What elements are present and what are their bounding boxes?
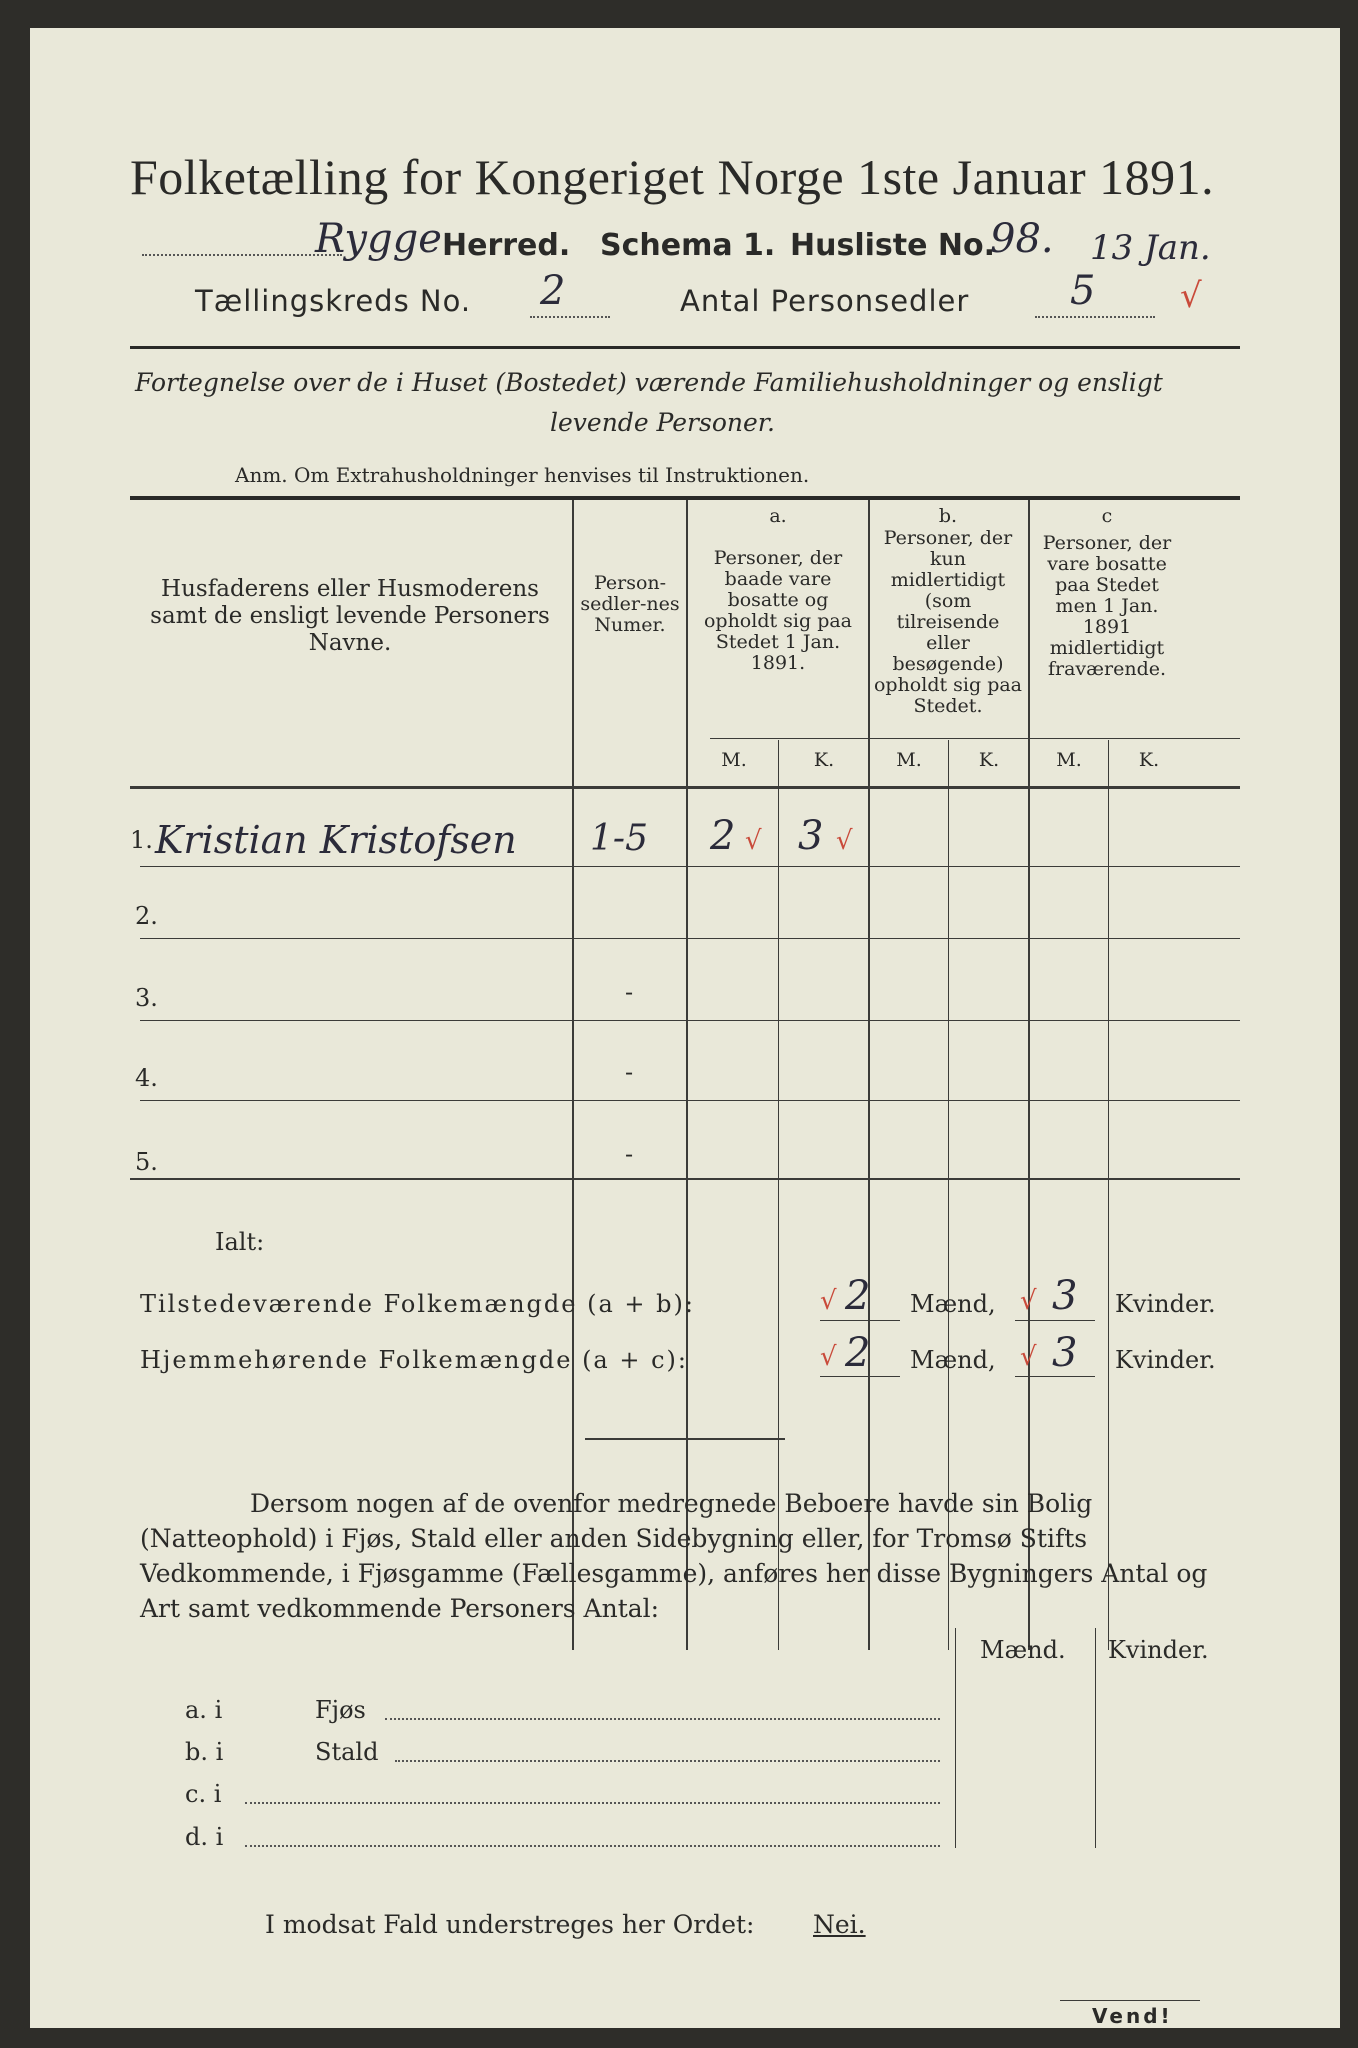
tilstede-maend: Mænd,	[910, 1290, 996, 1318]
census-form-page	[30, 28, 1340, 2028]
row-numer: -	[625, 978, 634, 1006]
col-b-k: K.	[978, 749, 1000, 771]
herred-label: Herred.	[442, 228, 571, 263]
hjemme-m-underline	[820, 1376, 900, 1377]
hjemme-k-underline	[1015, 1376, 1095, 1377]
buildings-col-rule-2	[1095, 1628, 1096, 1848]
schema-label: Schema 1.	[600, 228, 776, 263]
anm-note: Anm. Om Extrahusholdninger henvises til Instruktionen.	[235, 463, 810, 487]
hjemme-m-value: 2	[845, 1330, 871, 1376]
table-bottom-border	[130, 1178, 1240, 1180]
building-item-label: Stald	[315, 1738, 379, 1766]
header-divider	[130, 346, 1240, 349]
rule-after-numer	[686, 500, 688, 1650]
row-number: 2.	[135, 902, 158, 930]
col-numer-header: Person-sedler-nes Numer.	[580, 572, 680, 636]
husliste-value: 98.	[990, 216, 1054, 262]
tilstede-k-check: √	[1020, 1286, 1037, 1316]
building-item-letter: d. i	[185, 1823, 224, 1851]
personsedler-check-mark: √	[1180, 276, 1202, 316]
rule-after-a	[868, 500, 870, 1650]
form-title: Folketælling for Kongeriget Norge 1ste Januar 1891.	[130, 149, 1215, 205]
buildings-col-kvinder: Kvinder.	[1108, 1636, 1209, 1664]
row-divider	[140, 1020, 1240, 1021]
hjemme-k-check: √	[1020, 1342, 1037, 1372]
rule-after-b	[1028, 500, 1030, 1650]
kreds-dotted-line	[530, 316, 610, 318]
personsedler-label: Antal Personsedler	[680, 284, 970, 318]
col-names-header: Husfaderens eller Husmoderens samt de ensligt levende Personers Navne.	[150, 576, 550, 656]
row-number: 5.	[135, 1148, 158, 1176]
personsedler-value: 5	[1070, 268, 1096, 314]
husliste-label: Husliste No.	[790, 228, 995, 263]
col-c-k: K.	[1138, 749, 1160, 771]
herred-dotted-line	[142, 254, 342, 256]
col-b-letter: b.	[938, 505, 958, 527]
col-a-m: M.	[721, 749, 747, 771]
building-item-letter: b. i	[185, 1738, 224, 1766]
tilstede-m-underline	[820, 1320, 900, 1321]
ialt-label: Ialt:	[215, 1228, 265, 1256]
tilstede-m-check: √	[820, 1286, 837, 1316]
row-a-m-check: √	[745, 826, 762, 856]
col-c-letter: c	[1101, 505, 1113, 527]
rule-after-names	[572, 500, 574, 1650]
vend-rule	[1060, 2000, 1200, 2001]
hjemme-maend: Mænd,	[910, 1346, 996, 1374]
nei-word: Nei.	[813, 1910, 866, 1939]
tilstede-kvinder: Kvinder.	[1115, 1290, 1216, 1318]
table-header-bottom	[130, 786, 1240, 789]
row-divider	[140, 1100, 1240, 1101]
mk-header-top	[710, 738, 1240, 739]
row-divider	[140, 866, 1240, 867]
kreds-value: 2	[540, 268, 566, 314]
subtitle-line1: Fortegnelse over de i Huset (Bostedet) værende Familiehusholdninger og ensligt	[135, 368, 1163, 397]
row-numer: -	[625, 1140, 634, 1168]
personsedler-dotted-line	[1035, 316, 1155, 318]
col-a-k: K.	[813, 749, 835, 771]
buildings-col-maend: Mænd.	[980, 1636, 1066, 1664]
kreds-label: Tællingskreds No.	[195, 284, 472, 318]
col-b-m: M.	[896, 749, 922, 771]
col-b-header: Personer, der kun midlertidigt (som tilreisende eller besøgende) opholdt sig paa Stedet.	[873, 527, 1023, 717]
vend-label: Vend!	[1092, 2004, 1173, 2028]
building-item-dots	[245, 1802, 940, 1804]
subtitle-line2: levende Personer.	[550, 408, 775, 437]
hjemme-label: Hjemmehørende Folkemængde (a + c):	[140, 1346, 688, 1374]
row-divider	[140, 938, 1240, 939]
building-item-dots	[385, 1718, 940, 1720]
col-a-header: Personer, der baade vare bosatte og opholdt sig paa Stedet 1 Jan. 1891.	[703, 547, 853, 674]
row-number: 4.	[135, 1064, 158, 1092]
row-number: 1.	[130, 826, 153, 854]
col-a-letter: a.	[769, 505, 787, 527]
row-number: 3.	[135, 984, 158, 1012]
tilstede-k-underline	[1015, 1320, 1095, 1321]
hjemme-kvinder: Kvinder.	[1115, 1346, 1216, 1374]
row-numer: -	[625, 1058, 634, 1086]
row-a-m: 2	[710, 813, 736, 859]
tilstede-m-value: 2	[845, 1273, 871, 1319]
building-item-label: Fjøs	[315, 1696, 366, 1724]
building-item-dots	[245, 1845, 940, 1847]
table-top-border	[130, 496, 1240, 500]
herred-value: Rygge	[315, 216, 442, 262]
section-separator	[585, 1438, 785, 1440]
buildings-paragraph: Dersom nogen af de ovenfor medregnede Beboere havde sin Bolig (Natteophold) i Fjøs, Stald eller anden Sidebygning eller, for Tromsø Stifts Vedkommende, i Fjøsgamme (Fællesgamme), anføres her disse Bygningers Antal og Art samt vedkommende Personers Antal:	[140, 1489, 1208, 1623]
building-item-dots	[395, 1760, 940, 1762]
building-item-letter: c. i	[185, 1780, 222, 1808]
hjemme-k-value: 3	[1052, 1330, 1078, 1376]
hjemme-m-check: √	[820, 1342, 837, 1372]
row-a-k-check: √	[836, 826, 853, 856]
husliste-note: 13 Jan.	[1090, 228, 1211, 268]
col-c-header: Personer, der vare bosatte paa Stedet men 1 Jan. 1891 midlertidigt fraværende.	[1042, 532, 1172, 680]
row-a-k: 3	[798, 813, 824, 859]
tilstede-k-value: 3	[1052, 1273, 1078, 1319]
row-name: Kristian Kristofsen	[155, 818, 517, 862]
row-numer: 1-5	[590, 818, 648, 859]
building-item-letter: a. i	[185, 1696, 223, 1724]
tilstede-label: Tilstedeværende Folkemængde (a + b):	[140, 1290, 695, 1318]
modsat-label: I modsat Fald understreges her Ordet:	[265, 1910, 755, 1939]
buildings-col-rule-1	[955, 1628, 956, 1848]
col-c-m: M.	[1056, 749, 1082, 771]
